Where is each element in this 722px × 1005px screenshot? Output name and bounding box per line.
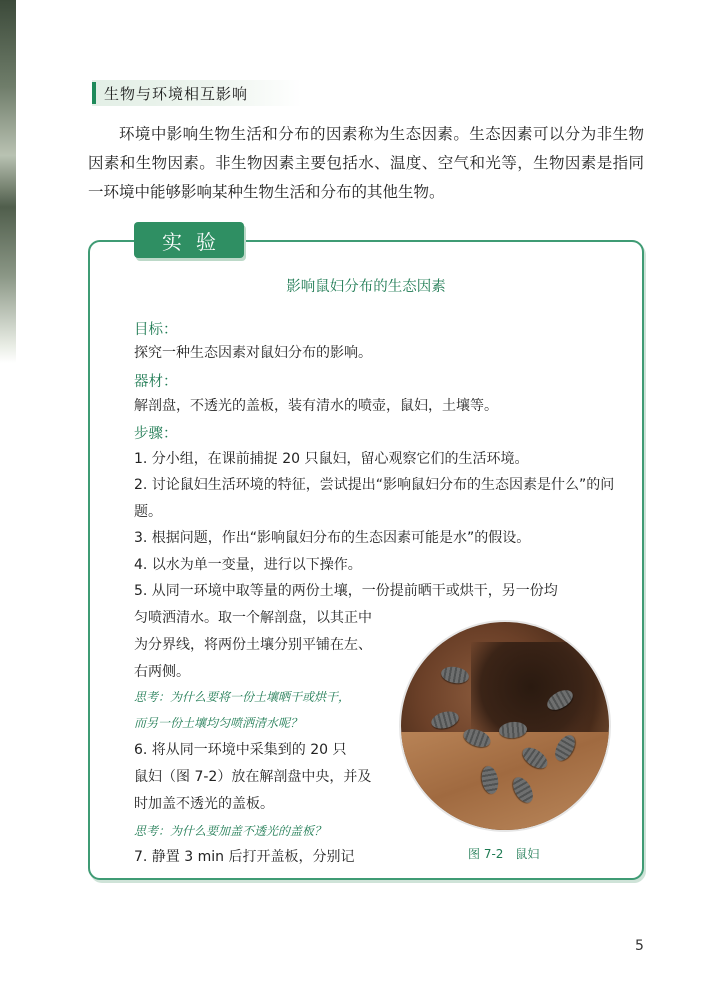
section-heading (92, 80, 302, 106)
photo-wood (399, 732, 611, 832)
step-5-line-1: 5. 从同一环境中取等量的两份土壤，一份提前晒干或烘干，另一份均 (134, 583, 558, 599)
step-6-line-1: 6. 将从同一环境中采集到的 20 只 (134, 742, 347, 758)
step-7: 7. 静置 3 min 后打开盖板，分别记 (134, 849, 355, 865)
step-5-line-4: 右两侧。 (134, 664, 190, 680)
materials-label: 器材： (134, 374, 178, 390)
section-title: 生物与环境相互影响 (104, 84, 249, 103)
step-3: 3. 根据问题，作出“影响鼠妇分布的生态因素可能是水”的假设。 (134, 530, 531, 546)
step-6-line-2: 鼠妇（图 7-2）放在解剖盘中央，并及 (134, 769, 372, 785)
materials-text: 解剖盘，不透光的盖板，装有清水的喷壶，鼠妇，土壤等。 (134, 398, 498, 414)
woodlouse-photo (399, 620, 611, 832)
think-2: 思考：为什么要加盖不透光的盖板？ (134, 824, 327, 838)
steps-label: 步骤： (134, 426, 178, 442)
think-1-line-1: 思考：为什么要将一份土壤晒干或烘干， (134, 690, 351, 704)
figure-caption: 图 7-2 鼠妇 (468, 847, 540, 861)
intro-paragraph: 环境中影响生物生活和分布的因素称为生态因素。生态因素可以分为非生物因素和生物因素。非生物因素主要包括水、温度、空气和光等，生物因素是指同一环境中能够影响某种生物生活和分布的其他生物。 (88, 125, 644, 201)
edge-decorative-photo (0, 0, 16, 345)
woodlouse-icon (440, 665, 470, 686)
page-number: 5 (635, 938, 644, 954)
goal-label: 目标： (134, 322, 178, 338)
experiment-title: 影响鼠妇分布的生态因素 (286, 279, 446, 295)
step-6-line-3: 时加盖不透光的盖板。 (134, 796, 274, 812)
think-1-line-2: 而另一份土壤均匀喷洒清水呢？ (134, 716, 303, 730)
heading-bar (92, 82, 96, 104)
woodlouse-icon (429, 709, 460, 732)
step-2: 2. 讨论鼠妇生活环境的特征，尝试提出“影响鼠妇分布的生态因素是什么”的问题。 (134, 477, 615, 520)
step-4: 4. 以水为单一变量，进行以下操作。 (134, 557, 362, 573)
goal-text: 探究一种生态因素对鼠妇分布的影响。 (134, 345, 372, 361)
step-5-line-3: 为分界线，将两份土壤分别平铺在左、 (134, 637, 372, 653)
step-5-line-2: 匀喷洒清水。取一个解剖盘，以其正中 (134, 610, 372, 626)
photo-soil (471, 642, 611, 732)
step-1: 1. 分小组，在课前捕捉 20 只鼠妇，留心观察它们的生活环境。 (134, 451, 529, 467)
experiment-tab: 实验 (134, 222, 244, 258)
